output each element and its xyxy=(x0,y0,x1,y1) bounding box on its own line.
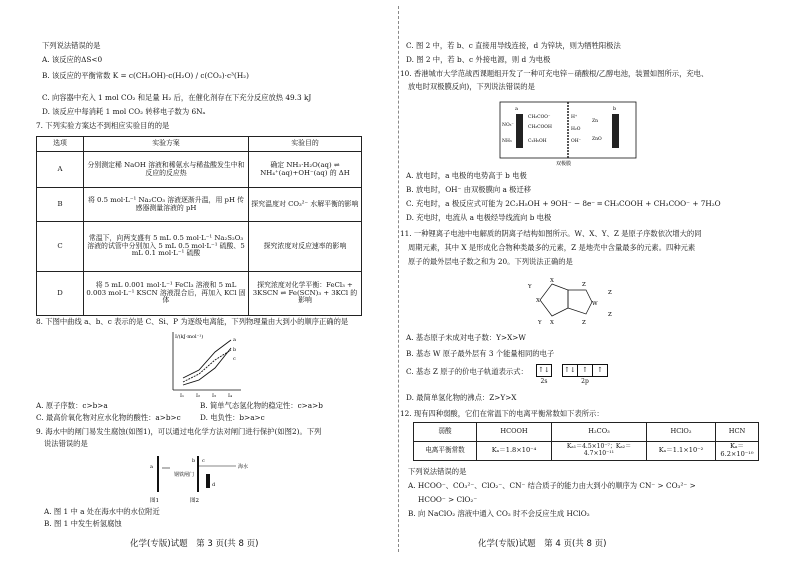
orbital-box: ↑↓ xyxy=(562,364,578,377)
x-tick: I₁ xyxy=(180,393,184,399)
curve-b xyxy=(183,350,231,382)
q12-option-a: A. HCOO⁻、CO₃²⁻、ClO₂⁻、CN⁻ 结合质子的能力由大到小的顺序为 CN⁻ > CO₃²⁻ > xyxy=(408,481,696,490)
q11-stem-2: 周期元素，其中 X 是形成化合物种类最多的元素，Z 是地壳中含量最多的元素。四种元素 xyxy=(408,243,696,252)
atom: W xyxy=(592,301,598,307)
x-tick: I₂ xyxy=(196,393,200,399)
q12-prompt: 下列说法错误的是 xyxy=(408,467,467,476)
species: NH₃ xyxy=(502,139,512,144)
table-header: H₂CO₃ xyxy=(552,423,647,442)
orbital-label: 2s xyxy=(540,378,548,385)
atom: Y xyxy=(528,284,532,290)
q9-option-a: A. 图 1 中 a 处在海水中的水位附近 xyxy=(44,507,160,516)
q11-option-c: C. 基态 Z 原子的价电子轨道表示式： xyxy=(406,367,528,376)
q8-option-c: C. 最高价氧化物对应水化物的酸性：a>b>c xyxy=(36,413,181,422)
fig2-caption: 图2 xyxy=(190,498,199,504)
orbital-label: 2p xyxy=(581,378,589,385)
table-header: HClO₂ xyxy=(647,423,716,442)
q12-stem: 12. 现有四种弱酸，它们在常温下的电离平衡常数如下表所示： xyxy=(400,409,604,418)
q6-option-d: D. 该反应中每消耗 1 mol CO₂ 转移电子数为 6Nₐ xyxy=(42,107,206,116)
q10-option-c: C. 充电时，a 极反应式可能为 2C₂H₅OH + 9OH⁻ − 8e⁻ ═ CH₃COOH + CH₃COO⁻ + 7H₂O xyxy=(406,199,721,208)
q11-stem-3: 原子的最外层电子数之和为 20。下列说法正确的是 xyxy=(408,257,573,266)
q10-option-d: D. 充电时，电流从 a 电极经导线流向 b 电极 xyxy=(406,213,552,222)
ka-cell: Kₐ₁＝4.5×10⁻⁷；Kₐ₂＝4.7×10⁻¹¹ xyxy=(552,442,647,461)
orbital-box: ↑ xyxy=(578,364,593,377)
table-row xyxy=(37,152,362,188)
curve-label: b xyxy=(233,347,237,353)
q9-figure xyxy=(140,452,290,506)
species: H₂O xyxy=(571,127,581,132)
q6-option-a: A. 该反应的ΔS<0 xyxy=(42,55,103,64)
fig1-caption: 图1 xyxy=(150,498,159,504)
q11-option-b: B. 基态 W 原子最外层有 3 个能量相同的电子 xyxy=(406,349,555,358)
ka-cell: Kₐ＝1.1×10⁻² xyxy=(647,442,716,461)
row-label: 电离平衡常数 xyxy=(414,442,477,461)
seawater-label: 海水 xyxy=(238,464,249,470)
species: Zn xyxy=(592,119,599,124)
orbital-box: ↑ xyxy=(593,364,608,377)
electrode-d xyxy=(206,474,210,488)
plan-cell: 分别测定稀 NaOH 溶液和稀氨水与稀盐酸发生中和反应的反应热 xyxy=(84,152,249,188)
q10-battery-figure xyxy=(494,96,644,166)
plan-cell: 常温下，向两支盛有 5 mL 0.5 mol·L⁻¹ Na₂S₂O₃ 溶液的试管中分别加入 5 mL 0.5 mol·L⁻¹ 硫酸、5 mL 0.1 mol·L⁻¹ 硫酸 xyxy=(84,222,249,272)
x-tick: I₄ xyxy=(228,393,232,399)
goal-cell: 探究浓度对反应速率的影响 xyxy=(249,222,362,272)
orbital-2s xyxy=(536,364,552,386)
table-header: 选项 xyxy=(37,137,84,152)
q9-stem-2: 说法错误的是 xyxy=(44,439,88,448)
table-header: HCOOH xyxy=(477,423,552,442)
goal-cell: 探究浓度对化学平衡：FeCl₃ + 3KSCN ⇌ Fe(SCN)₃ + 3KCl 的影响 xyxy=(249,272,362,316)
atom: Z xyxy=(582,320,586,326)
species: ZnO xyxy=(592,137,602,142)
ka-cell: Kₐ＝1.8×10⁻⁴ xyxy=(477,442,552,461)
y-axis-label: I/(kJ·mol⁻¹) xyxy=(175,334,204,340)
atom: Z xyxy=(608,290,612,296)
q11-anion-structure xyxy=(524,272,624,332)
q8-option-b: B. 简单气态氢化物的稳定性：c>a>b xyxy=(200,401,323,410)
electrode-a-label: a xyxy=(515,106,518,112)
goal-cell: 探究温度对 CO₃²⁻ 水解平衡的影响 xyxy=(249,188,362,222)
q7-table xyxy=(36,136,362,316)
q10-option-b: B. 放电时，OH⁻ 由双极膜向 a 极迁移 xyxy=(406,185,532,194)
table-header: 实验目的 xyxy=(249,137,362,152)
q9-option-b: B. 图 1 中发生析氢腐蚀 xyxy=(44,519,122,528)
atom: Z xyxy=(608,312,612,318)
electrode-a xyxy=(516,114,523,148)
curve-label: c xyxy=(233,356,236,362)
orbital-2p xyxy=(562,364,608,386)
curve-label: a xyxy=(233,337,236,343)
atom: X xyxy=(550,278,554,284)
option-cell: B xyxy=(37,188,84,222)
right-page xyxy=(398,0,794,561)
table-row xyxy=(414,442,759,461)
species: CH₃COO⁻ xyxy=(528,115,551,120)
species: C₂H₅OH xyxy=(528,139,547,144)
label-b: b xyxy=(192,458,196,464)
q9-stem-1: 9. 海水中的闸门易发生腐蚀(如图1)，可以通过电化学方法对闸门进行保护(如图2)。下列 xyxy=(36,427,322,436)
label-d: d xyxy=(212,482,216,488)
table-row xyxy=(37,222,362,272)
q12-option-b: B. 向 NaClO₂ 溶液中通入 CO₂ 时不会反应生成 HClO₂ xyxy=(408,509,590,518)
page-footer: 化学(专版)试题 第 3 页(共 8 页) xyxy=(130,539,259,549)
option-cell: A xyxy=(37,152,84,188)
q7-stem: 7. 下列实验方案达不到相应实验目的的是 xyxy=(36,121,170,130)
membrane-label: 双极膜 xyxy=(556,161,572,167)
q11-stem-1: 11. 一种锂离子电池中电解质的阴离子结构如图所示。W、X、Y、Z 是原子序数依次增大的同 xyxy=(400,229,702,238)
q9-option-d: D. 图 2 中，若 b、c 外接电源，则 d 为电极 xyxy=(406,55,551,64)
q8-option-a: A. 原子序数：c>b>a xyxy=(36,401,108,410)
species: OH⁻ xyxy=(571,139,581,144)
q8-option-d: D. 电负性：b>a>c xyxy=(200,413,265,422)
q6-stem-tail: 下列说法错误的是 xyxy=(42,41,101,50)
q10-stem-2: 放电时双极膜反向)，下列说法错误的是 xyxy=(408,82,535,91)
electrode-b xyxy=(612,114,619,148)
atom: Z xyxy=(582,282,586,288)
curve-a xyxy=(183,340,231,378)
label-c: c xyxy=(202,458,205,464)
q10-option-a: A. 放电时，a 电极的电势高于 b 电极 xyxy=(406,171,527,180)
species: H⁺ xyxy=(571,115,578,120)
table-row xyxy=(414,423,759,442)
label-a: a xyxy=(150,464,153,470)
table-header: 弱酸 xyxy=(414,423,477,442)
plan-cell: 将 0.5 mol·L⁻¹ Na₂CO₃ 溶液逐渐升温，用 pH 传感器测量溶液的 pH xyxy=(84,188,249,222)
ka-cell: Kₐ＝6.2×10⁻¹⁰ xyxy=(716,442,759,461)
species: CH₃COOH xyxy=(528,125,552,130)
q11-option-d: D. 最简单氢化物的沸点：Z>Y>X xyxy=(406,393,517,402)
atom: Y xyxy=(538,320,542,326)
table-row xyxy=(37,272,362,316)
option-cell: D xyxy=(37,272,84,316)
q11-option-a: A. 基态原子未成对电子数：Y>X>W xyxy=(406,333,526,342)
table-header: 实验方案 xyxy=(84,137,249,152)
q6-option-c: C. 向容器中充入 1 mol CO₂ 和足量 H₂ 后，在催化剂存在下充分反应放热 49.3 kJ xyxy=(42,93,312,102)
plan-cell: 将 5 mL 0.001 mol·L⁻¹ FeCl₃ 溶液和 5 mL 0.003 mol·L⁻¹ KSCN 溶液混合后，再加入 KCl 固体 xyxy=(84,272,249,316)
q6-option-b: B. 该反应的平衡常数 K = c(CH₃OH)·c(H₂O) / c(CO₂)·c³(H₂) xyxy=(42,71,249,80)
ring-left xyxy=(540,284,568,316)
q9-option-c: C. 图 2 中，若 b、c 直接用导线连接，d 为锌块，则为牺牲阳极法 xyxy=(406,41,621,50)
q12-table xyxy=(413,422,759,461)
atom: X xyxy=(536,298,540,304)
q10-stem-1: 10. 香港城市大学范战西课题组开发了一种可充电锌－硝酸根/乙醇电池，装置如图所示，充电、 xyxy=(400,69,709,78)
option-cell: C xyxy=(37,222,84,272)
page-footer: 化学(专版)试题 第 4 页(共 8 页) xyxy=(478,539,607,549)
q12-option-a-cont: HCOO⁻ > ClO₂⁻ xyxy=(418,495,478,504)
atom: X xyxy=(550,320,554,326)
q8-ionization-graph xyxy=(165,330,245,398)
goal-cell: 确定 NH₃·H₂O(aq) ⇌ NH₄⁺(aq)+OH⁻(aq) 的 ΔH xyxy=(249,152,362,188)
species: NO₃⁻ xyxy=(502,123,514,128)
orbital-diagram xyxy=(536,364,608,386)
x-tick: I₃ xyxy=(212,393,216,399)
table-header: HCN xyxy=(716,423,759,442)
electrode-b-label: b xyxy=(613,106,617,112)
table-row xyxy=(37,188,362,222)
ring-right xyxy=(568,290,592,314)
gate-label: 钢铁闸门 xyxy=(174,472,195,478)
q8-stem: 8. 下图中曲线 a、b、c 表示的是 C、Si、P 为逐级电离能，下列物理量由大到小的顺序正确的是 xyxy=(36,317,349,326)
orbital-box: ↑↓ xyxy=(536,364,552,377)
